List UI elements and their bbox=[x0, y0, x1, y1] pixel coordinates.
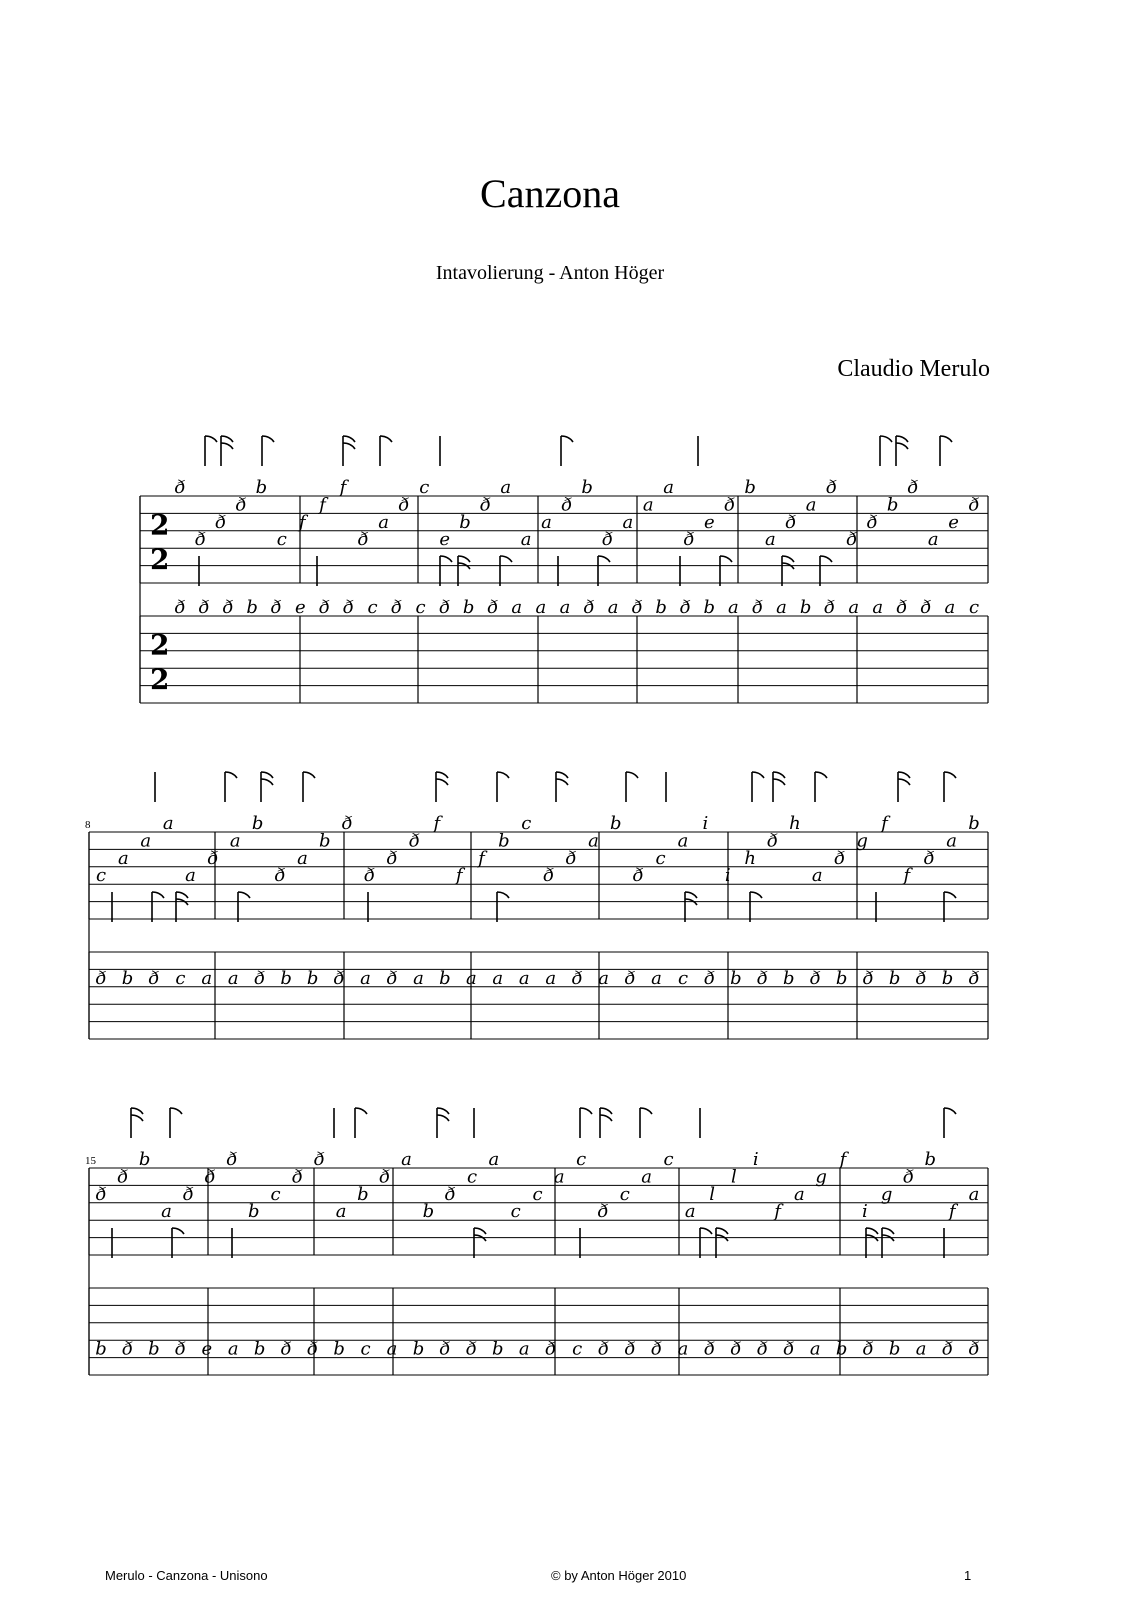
tab-letter-lower: a bbox=[466, 967, 477, 989]
tab-letter: a bbox=[162, 813, 174, 834]
tab-letter: c bbox=[655, 847, 666, 869]
tab-letter: b bbox=[459, 511, 471, 533]
tab-letter: i bbox=[724, 865, 731, 887]
tab-letter-lower: ð bbox=[571, 967, 583, 989]
tab-letter: ð bbox=[444, 1183, 456, 1205]
tab-letter: f bbox=[881, 813, 888, 834]
tab-letter: f bbox=[433, 813, 441, 834]
tab-letter: a bbox=[622, 511, 634, 533]
tab-letter: a bbox=[684, 1201, 696, 1223]
tab-letter-lower: a bbox=[809, 1338, 821, 1360]
rhythm-1-a-1-flag bbox=[225, 772, 237, 778]
rhythm-0-b-4-flag bbox=[500, 556, 512, 562]
tab-letter: ð bbox=[724, 494, 736, 516]
tab-letter-lower: ð bbox=[824, 597, 836, 618]
rhythm-2-a-10-flag bbox=[944, 1108, 956, 1114]
tab-letter-lower: ð bbox=[915, 967, 927, 989]
tab-letter-lower: ð bbox=[920, 597, 932, 618]
rhythm-1-a-6-flag bbox=[556, 772, 568, 778]
tab-letter: ð bbox=[174, 477, 186, 498]
tab-letter: ð bbox=[226, 1149, 238, 1170]
tab-letter-lower: c bbox=[415, 597, 426, 618]
tab-letter: a bbox=[500, 477, 512, 498]
rhythm-2-a-6-flag bbox=[580, 1108, 592, 1114]
rhythm-1-a-2-flag2 bbox=[261, 779, 273, 785]
tab-letter: b bbox=[251, 813, 264, 834]
tab-letter: ð bbox=[846, 529, 858, 551]
rhythm-0-a-10-flag bbox=[940, 436, 952, 442]
tab-letter-lower: b bbox=[95, 1338, 107, 1360]
tab-letter-lower: a bbox=[944, 597, 956, 618]
tab-letter: e bbox=[439, 529, 451, 551]
tab-letter: c bbox=[521, 813, 532, 834]
tab-letter: a bbox=[663, 477, 674, 498]
tab-letter-lower: b bbox=[306, 967, 319, 989]
tab-letter-lower: a bbox=[511, 597, 523, 618]
tab-letter: a bbox=[968, 1183, 980, 1205]
tab-letter-lower: b bbox=[462, 597, 475, 618]
tab-letter: ð bbox=[398, 494, 410, 516]
tab-letter: f bbox=[839, 1149, 847, 1170]
composer-name: Claudio Merulo bbox=[837, 356, 990, 382]
tab-letter: a bbox=[118, 847, 129, 869]
tab-letter-lower: ð bbox=[148, 967, 160, 989]
rhythm-1-b-5-flag bbox=[497, 892, 509, 898]
rhythm-0-b-9-flag bbox=[782, 556, 794, 562]
rhythm-1-a-5-flag bbox=[497, 772, 509, 778]
tab-letter-lower: ð bbox=[487, 597, 499, 618]
tab-letter-lower: b bbox=[439, 967, 451, 989]
tab-letter-lower: ð bbox=[756, 1338, 768, 1360]
tab-letter: ð bbox=[923, 847, 935, 869]
tab-letter-lower: ð bbox=[439, 1338, 451, 1360]
tab-letter: f bbox=[319, 494, 326, 516]
tab-letter-lower: a bbox=[413, 967, 424, 989]
rhythm-2-a-4-flag2 bbox=[437, 1115, 449, 1121]
tab-letter-lower: a bbox=[872, 597, 884, 618]
tab-letter-lower: a bbox=[227, 967, 239, 989]
tab-letter-lower: ð bbox=[583, 597, 595, 618]
rhythm-2-b-1-flag bbox=[172, 1228, 184, 1234]
rhythm-0-a-8-flag bbox=[880, 436, 892, 442]
rhythm-0-a-9-flag2 bbox=[896, 443, 908, 449]
rhythm-2-b-8-flag bbox=[882, 1228, 894, 1234]
tab-letter-lower: a bbox=[227, 1338, 239, 1360]
tab-letter: a bbox=[297, 847, 308, 869]
tab-letter: b bbox=[138, 1149, 151, 1170]
tab-letter: f bbox=[478, 847, 485, 869]
tab-letter: ð bbox=[632, 865, 644, 887]
tab-letter-lower: a bbox=[518, 967, 530, 989]
tab-letter: b bbox=[422, 1201, 435, 1223]
tab-letter: c bbox=[270, 1183, 281, 1205]
tab-letter: c bbox=[576, 1149, 587, 1170]
tab-letter: ð bbox=[834, 847, 846, 869]
rhythm-1-b-1-flag bbox=[152, 892, 164, 898]
tab-letter-lower: ð bbox=[942, 1338, 953, 1360]
rhythm-2-a-7-flag bbox=[600, 1108, 612, 1114]
tab-letter-lower: c bbox=[968, 597, 980, 618]
rhythm-0-a-1-flag bbox=[221, 436, 233, 442]
tab-letter-lower: ð bbox=[704, 1338, 715, 1360]
tab-letter: a bbox=[185, 865, 196, 887]
tab-letter-lower: b bbox=[703, 597, 716, 618]
tab-letter-lower: ð bbox=[174, 597, 186, 618]
rhythm-0-a-3-flag2 bbox=[343, 443, 355, 449]
tab-letter-lower: ð bbox=[439, 597, 451, 618]
tab-letter-lower: b bbox=[941, 967, 954, 989]
tab-letter: a bbox=[401, 1149, 412, 1170]
tab-letter: b bbox=[924, 1149, 937, 1170]
rhythm-1-a-3-flag bbox=[303, 772, 315, 778]
tab-letter: h bbox=[789, 813, 801, 834]
tab-letter-lower: ð bbox=[465, 1338, 477, 1360]
tab-letter: ð bbox=[968, 494, 980, 516]
rhythm-1-b-3-flag bbox=[238, 892, 250, 898]
rhythm-0-b-2-flag bbox=[440, 556, 452, 562]
rhythm-0-b-10-flag bbox=[820, 556, 832, 562]
tab-letter-lower: ð bbox=[862, 967, 874, 989]
rhythm-2-a-8-flag bbox=[640, 1108, 652, 1114]
footer-center: © by Anton Höger 2010 bbox=[551, 1568, 687, 1583]
tab-letter: a bbox=[488, 1149, 500, 1170]
tab-letter: f bbox=[339, 477, 347, 498]
tab-letter-lower: b bbox=[492, 1338, 504, 1360]
tab-letter-lower: c bbox=[367, 597, 378, 618]
tab-letter: c bbox=[510, 1201, 521, 1223]
tab-letter-lower: b bbox=[333, 1338, 345, 1360]
tab-letter: a bbox=[588, 830, 599, 852]
rhythm-1-a-10-flag2 bbox=[773, 779, 785, 785]
tab-letter-lower: ð bbox=[968, 1338, 980, 1360]
rhythm-0-a-9-flag bbox=[896, 436, 908, 442]
tab-letter-lower: b bbox=[148, 1338, 160, 1360]
tab-letter-lower: c bbox=[175, 967, 186, 989]
rhythm-0-a-1-flag2 bbox=[221, 443, 233, 449]
tab-letter: ð bbox=[274, 865, 286, 887]
tab-letter: ð bbox=[543, 865, 555, 887]
tab-letter-lower: b bbox=[253, 1338, 266, 1360]
tab-letter-lower: e bbox=[294, 597, 306, 618]
tab-letter: i bbox=[862, 1201, 868, 1223]
rhythm-2-a-4-flag bbox=[437, 1108, 449, 1114]
tab-letter-lower: b bbox=[280, 967, 292, 989]
tab-letter-lower: ð bbox=[783, 1338, 795, 1360]
tab-letter: ð bbox=[379, 1166, 391, 1188]
tab-letter: c bbox=[532, 1183, 543, 1205]
tab-letter-lower: b bbox=[888, 1338, 901, 1360]
tab-letter: ð bbox=[313, 1149, 325, 1170]
tab-letter-lower: a bbox=[776, 597, 787, 618]
tab-letter-lower: ð bbox=[756, 967, 768, 989]
tab-letter-lower: ð bbox=[333, 967, 345, 989]
tab-letter-lower: b bbox=[655, 597, 667, 618]
rhythm-2-b-7-flag bbox=[866, 1228, 878, 1234]
tab-letter: f bbox=[774, 1201, 781, 1223]
rhythm-1-a-9-flag bbox=[752, 772, 764, 778]
rhythm-2-a-7-flag2 bbox=[600, 1115, 612, 1121]
measure-number-2: 15 bbox=[85, 1155, 96, 1167]
tab-letter: i bbox=[752, 1149, 759, 1170]
tab-letter-lower: ð bbox=[95, 967, 107, 989]
tab-letter: ð bbox=[597, 1201, 609, 1223]
tab-letter: a bbox=[927, 529, 939, 551]
rhythm-2-a-0-flag bbox=[131, 1108, 143, 1114]
tab-letter: h bbox=[744, 847, 756, 869]
tab-letter: b bbox=[357, 1183, 369, 1205]
tab-letter: ð bbox=[364, 865, 376, 887]
tab-letter: ð bbox=[561, 494, 573, 516]
rhythm-0-b-6-flag bbox=[598, 556, 610, 562]
tab-letter: i bbox=[702, 813, 709, 834]
tab-letter: ð bbox=[182, 1183, 194, 1205]
rhythm-0-a-3-flag bbox=[343, 436, 355, 442]
tab-letter: a bbox=[140, 830, 152, 852]
rhythm-1-a-10-flag bbox=[773, 772, 785, 778]
tab-letter-lower: ð bbox=[198, 597, 210, 618]
tab-letter: a bbox=[642, 494, 654, 516]
tab-letter-lower: b bbox=[121, 967, 134, 989]
tab-letter: a bbox=[765, 529, 776, 551]
tab-letter-lower: ð bbox=[342, 597, 354, 618]
tab-letter-lower: ð bbox=[222, 597, 234, 618]
tab-letter-lower: b bbox=[799, 597, 812, 618]
tab-letter-lower: ð bbox=[679, 597, 691, 618]
tab-letter-lower: a bbox=[848, 597, 860, 618]
tab-letter: a bbox=[520, 529, 532, 551]
rhythm-1-a-6-flag2 bbox=[556, 779, 568, 785]
tab-letter: a bbox=[161, 1201, 172, 1223]
tab-letter-lower: a bbox=[386, 1338, 398, 1360]
tab-letter: a bbox=[946, 830, 957, 852]
tab-letter-lower: a bbox=[728, 597, 739, 618]
tab-letter: ð bbox=[357, 529, 369, 551]
tab-letter: a bbox=[811, 865, 823, 887]
tab-letter: ð bbox=[602, 529, 613, 551]
tab-letter: ð bbox=[204, 1166, 216, 1188]
tab-letter: ð bbox=[291, 1166, 303, 1188]
tab-letter-lower: ð bbox=[631, 597, 643, 618]
tab-letter-lower: ð bbox=[280, 1338, 292, 1360]
tab-letter-lower: ð bbox=[968, 967, 980, 989]
rhythm-2-a-3-flag bbox=[355, 1108, 367, 1114]
tab-letter: a bbox=[378, 511, 389, 533]
tab-letter-lower: b bbox=[888, 967, 901, 989]
rhythm-2-b-3-flag bbox=[474, 1228, 486, 1234]
tab-letter: l bbox=[709, 1183, 715, 1205]
tab-letter-lower: a bbox=[677, 1338, 689, 1360]
tab-letter: a bbox=[541, 511, 552, 533]
tab-letter: b bbox=[610, 813, 622, 834]
time-signature-bottom-a: 2 bbox=[150, 543, 170, 577]
tab-letter-lower: ð bbox=[270, 597, 282, 618]
tab-letter-lower: ð bbox=[391, 597, 402, 618]
tab-letter-lower: ð bbox=[730, 1338, 742, 1360]
tab-letter: a bbox=[335, 1201, 347, 1223]
tab-letter-lower: c bbox=[677, 967, 689, 989]
tab-letter: ð bbox=[785, 511, 797, 533]
tab-letter-lower: ð bbox=[386, 967, 398, 989]
tab-letter-lower: ð bbox=[307, 1338, 319, 1360]
tab-letter-lower: b bbox=[835, 1338, 848, 1360]
tab-letter-lower: b bbox=[412, 1338, 425, 1360]
tab-letter: l bbox=[731, 1166, 737, 1188]
rhythm-0-a-4-flag bbox=[380, 436, 392, 442]
tab-letter-lower: c bbox=[360, 1338, 371, 1360]
footer-page-number: 1 bbox=[964, 1568, 972, 1583]
tab-letter: f bbox=[903, 865, 911, 887]
rhythm-0-a-6-flag bbox=[561, 436, 573, 442]
rhythm-2-a-0-flag2 bbox=[131, 1115, 143, 1121]
rhythm-1-a-4-flag2 bbox=[436, 779, 448, 785]
tab-letter: c bbox=[663, 1149, 674, 1170]
rhythm-0-b-3-flag bbox=[458, 556, 470, 562]
tab-letter: c bbox=[419, 477, 430, 498]
tab-letter: b bbox=[581, 477, 593, 498]
tab-letter: g bbox=[880, 1183, 893, 1205]
tab-letter: ð bbox=[683, 529, 695, 551]
rhythm-1-a-13-flag bbox=[944, 772, 956, 778]
rhythm-1-a-7-flag bbox=[626, 772, 638, 778]
tab-letter: ð bbox=[235, 494, 247, 516]
tab-letter-lower: ð bbox=[598, 1338, 610, 1360]
tab-letter: g bbox=[815, 1166, 827, 1188]
measure-number-1: 8 bbox=[85, 819, 91, 831]
tab-letter: ð bbox=[117, 1166, 129, 1188]
tab-letter: b bbox=[968, 813, 980, 834]
tab-letter-lower: ð bbox=[624, 1338, 636, 1360]
time-signature-top-b: 2 bbox=[150, 628, 170, 662]
tab-letter-lower: ð bbox=[651, 1338, 662, 1360]
tab-letter: ð bbox=[866, 511, 878, 533]
tab-letter: b bbox=[744, 477, 756, 498]
tab-letter: e bbox=[703, 511, 715, 533]
tab-letter: b bbox=[319, 830, 331, 852]
rhythm-2-a-1-flag bbox=[170, 1108, 182, 1114]
tab-letter: ð bbox=[408, 830, 420, 852]
tab-letter: ð bbox=[479, 494, 491, 516]
tab-letter: c bbox=[276, 529, 287, 551]
tab-letter-lower: b bbox=[783, 967, 795, 989]
rhythm-2-b-6-flag bbox=[716, 1228, 728, 1234]
tab-letter-lower: a bbox=[607, 597, 619, 618]
tab-letter-lower: ð bbox=[624, 967, 636, 989]
rhythm-1-b-9-flag bbox=[944, 892, 956, 898]
tab-letter-lower: a bbox=[360, 967, 371, 989]
tab-letter-lower: a bbox=[492, 967, 504, 989]
tab-letter-lower: e bbox=[201, 1338, 213, 1360]
tab-letter: a bbox=[641, 1166, 652, 1188]
tab-letter-lower: b bbox=[835, 967, 848, 989]
rhythm-1-a-11-flag bbox=[815, 772, 827, 778]
tab-letter-lower: a bbox=[518, 1338, 530, 1360]
tab-letter-lower: ð bbox=[122, 1338, 133, 1360]
tab-letter-lower: a bbox=[201, 967, 213, 989]
tab-letter: b bbox=[248, 1201, 260, 1223]
tab-letter: ð bbox=[826, 477, 837, 498]
rhythm-2-b-5-flag bbox=[700, 1228, 712, 1234]
tab-letter: ð bbox=[386, 847, 398, 869]
rhythm-1-a-12-flag bbox=[898, 772, 910, 778]
rhythm-1-a-2-flag bbox=[261, 772, 273, 778]
tab-letter: g bbox=[856, 830, 868, 852]
rhythm-1-b-6-flag bbox=[685, 892, 697, 898]
tab-letter-lower: ð bbox=[752, 597, 763, 618]
tab-letter: a bbox=[677, 830, 689, 852]
rhythm-0-a-0-flag bbox=[205, 436, 217, 442]
tab-letter: a bbox=[553, 1166, 565, 1188]
tab-letter-lower: ð bbox=[896, 597, 908, 618]
tab-letter-lower: ð bbox=[545, 1338, 557, 1360]
tab-letter-lower: c bbox=[572, 1338, 583, 1360]
tab-letter-lower: ð bbox=[704, 967, 715, 989]
tab-letter: ð bbox=[903, 1166, 914, 1188]
rhythm-1-a-4-flag bbox=[436, 772, 448, 778]
tab-letter-lower: ð bbox=[862, 1338, 874, 1360]
tab-letter-lower: a bbox=[545, 967, 557, 989]
tab-letter: ð bbox=[215, 511, 227, 533]
tab-letter: f bbox=[948, 1201, 956, 1223]
tab-letter: a bbox=[794, 1183, 805, 1205]
tab-letter-lower: ð bbox=[254, 967, 266, 989]
tab-letter: ð bbox=[907, 477, 919, 498]
tab-letter-lower: a bbox=[535, 597, 547, 618]
tab-letter-lower: a bbox=[651, 967, 662, 989]
tab-letter-lower: ð bbox=[809, 967, 821, 989]
rhythm-1-b-7-flag bbox=[750, 892, 762, 898]
tab-letter: b bbox=[498, 830, 510, 852]
tab-letter: ð bbox=[194, 529, 206, 551]
time-signature-top-a: 2 bbox=[150, 508, 170, 542]
tab-letter-lower: a bbox=[559, 597, 571, 618]
tab-letter: c bbox=[466, 1166, 478, 1188]
tab-letter: c bbox=[619, 1183, 630, 1205]
tab-letter-lower: ð bbox=[318, 597, 330, 618]
tab-letter: ð bbox=[565, 847, 577, 869]
rhythm-0-b-8-flag bbox=[720, 556, 732, 562]
footer-left: Merulo - Canzona - Unisono bbox=[105, 1568, 268, 1583]
tab-letter: a bbox=[805, 494, 817, 516]
tab-letter-lower: b bbox=[246, 597, 258, 618]
tab-letter-lower: a bbox=[915, 1338, 927, 1360]
time-signature-bottom-b: 2 bbox=[150, 663, 170, 697]
tab-letter: b bbox=[255, 477, 268, 498]
rhythm-0-a-2-flag bbox=[262, 436, 274, 442]
tab-letter: ð bbox=[207, 847, 219, 869]
tab-letter: e bbox=[948, 511, 959, 533]
tab-letter: f bbox=[298, 511, 306, 533]
tab-letter: ð bbox=[767, 830, 778, 852]
page-title: Canzona bbox=[480, 171, 620, 216]
tab-letter: f bbox=[455, 865, 463, 887]
tab-letter-lower: a bbox=[598, 967, 609, 989]
tab-letter-lower: b bbox=[730, 967, 742, 989]
tab-letter: ð bbox=[95, 1183, 107, 1205]
tab-letter-lower: ð bbox=[174, 1338, 186, 1360]
tab-letter: b bbox=[886, 494, 899, 516]
tab-letter: a bbox=[229, 830, 241, 852]
rhythm-1-a-12-flag2 bbox=[898, 779, 910, 785]
tab-letter: c bbox=[95, 865, 107, 887]
rhythm-1-b-2-flag bbox=[176, 892, 188, 898]
page-subtitle: Intavolierung - Anton Höger bbox=[435, 262, 665, 284]
tab-letter: ð bbox=[341, 813, 353, 834]
